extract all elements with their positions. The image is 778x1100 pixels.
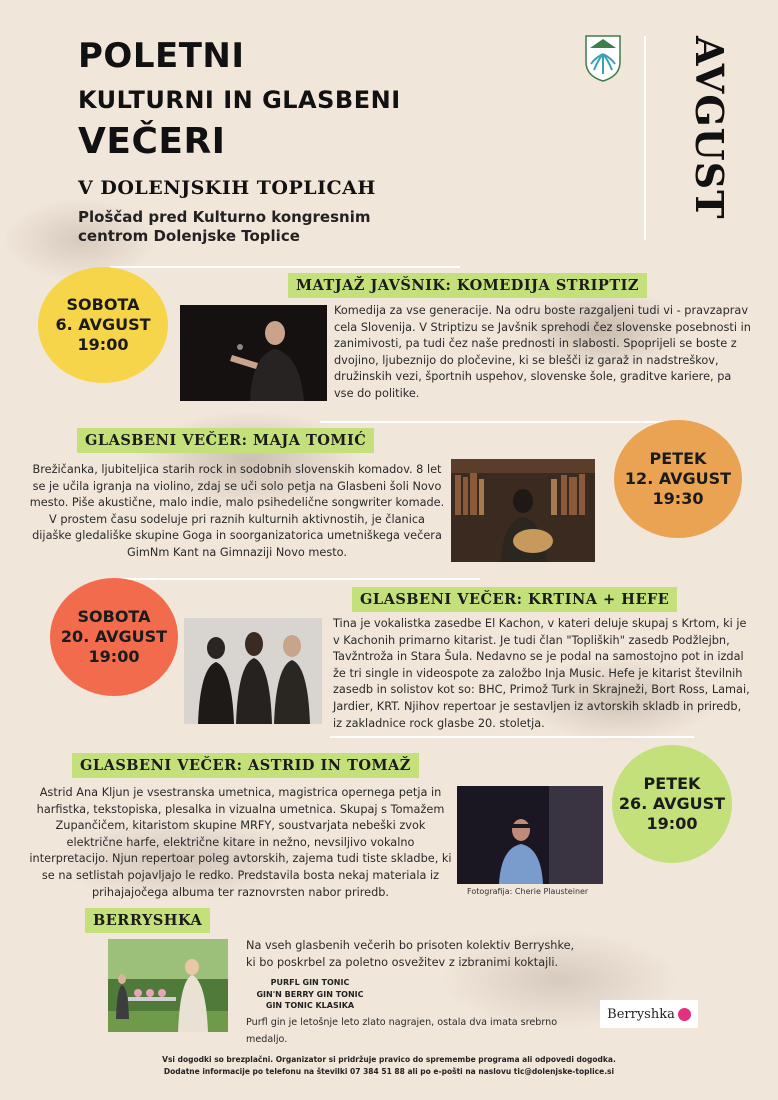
event-desc-4: Astrid Ana Kljun je vsestranska umetnica, magistrica opernega petja in harfistka, tekstopiska, plesalka in vizualna umetnica. Skupaj s Tomažem Zupančičem, kitaristom skupine MRFY, soustvarjata nebeški zvok električne harfe, električne kitare in nežno, nevsiljivo vokalno interpretacijo. Njun repertoar poleg avtorskih, zajema tudi tiste skladbe, ki se na setlistah pojavljajo le redko. Predstavila bosta nekaj materiala iz prihajajočega albuma ter raznovrsten nabor priredb.: [29, 786, 452, 899]
date-date: 20. AVGUST: [60, 627, 168, 646]
berryshka-text: Na vseh glasbenih večerih bo prisoten kolektiv Berryshke, ki bo poskrbel za poletno osvežitev z izbranimi koktajli.: [246, 939, 575, 969]
event-title-1: MATJAŽ JAVŠNIK: KOMEDIJA STRIPTIZ: [288, 273, 647, 298]
divider-2: [320, 421, 690, 423]
berryshka-logo-text: Berryshka: [607, 1006, 675, 1022]
month-vertical: AVGUST: [687, 36, 732, 220]
berryshka-logo: [600, 1000, 698, 1028]
drink-list: [250, 977, 370, 1012]
event-photo-2: [451, 459, 595, 562]
drink-item: GIN TONIC KLASIKA: [265, 1001, 355, 1010]
event-title-3: GLASBENI VEČER: KRTINA + HEFE: [352, 587, 677, 612]
berryshka-photo: [108, 939, 228, 1032]
date-date: 26. AVGUST: [618, 794, 726, 813]
event-photo-3: [184, 618, 322, 724]
drink-item: PURFL GIN TONIC: [270, 978, 350, 987]
date-time: 19:00: [646, 814, 698, 833]
event-title-2: GLASBENI VEČER: MAJA TOMIĆ: [77, 428, 374, 453]
venue-line-1: Ploščad pred Kulturno kongresnim: [78, 208, 371, 226]
municipal-crest-icon: [584, 34, 622, 82]
title-poletni: POLETNI: [78, 36, 245, 76]
footer-line-2: Dodatne informacije po telefonu na številki 07 384 51 88 ali po e-pošti na naslovu tic@dolenjske-toplice.si: [163, 1067, 615, 1076]
divider-3: [108, 578, 480, 580]
event-desc-2: Brežičanka, ljubiteljica starih rock in sodobnih slovenskih komadov. 8 let se je učila igranja na violino, zdaj se uči solo petja na Glasbeni šoli Novo mesto. Piše akustične, malo indie, malo psihedelične songwriter komade. V prostem času sodeluje pri raznih kulturnih aktivnostih, je članica dijaške gledališke skupine Goga in soorganizatorica umetniškega večera GimNm Kant na Gimnaziji Novo mesto.: [29, 463, 445, 559]
divider-1: [110, 266, 460, 268]
date-time: 19:00: [77, 335, 129, 354]
header-divider: [644, 36, 646, 240]
venue-line-2: centrom Dolenjske Toplice: [78, 227, 300, 245]
date-badge-4: [612, 745, 732, 863]
event-desc-1: Komedija za vse generacije. Na odru boste razgaljeni tudi vi - pravzaprav cela Slovenija. V Striptizu se Javšnik sprehodi čez slovenske posebnosti in zanimivosti, pa tudi čez naše prednosti in slabosti. Spoprijeli se boste z dvojino, ljubeznijo do pločevine, ki se blešči iz garaž in nadstreškov, družinskih vezi, športnih uspehov, slovenske šole, graditve kariere, pa vse do politike.: [334, 304, 751, 400]
footer-line-1: Vsi dogodki so brezplačni. Organizator si pridržuje pravico do spremembe programa ali odpovedi dogodka.: [162, 1055, 616, 1064]
award-note: Purfl gin je letošnje leto zlato nagrajen, ostala dva imata srebrno medaljo.: [246, 1017, 558, 1045]
date-time: 19:00: [88, 647, 140, 666]
date-badge-3: [50, 578, 178, 696]
date-date: 12. AVGUST: [624, 469, 732, 488]
date-day: PETEK: [649, 449, 707, 468]
drink-item: GIN'N BERRY GIN TONIC: [256, 989, 364, 999]
title-location: V DOLENJSKIH TOPLICAH: [78, 177, 376, 199]
title-veceri: VEČERI: [78, 121, 226, 162]
divider-4: [330, 736, 694, 738]
date-date: 6. AVGUST: [55, 315, 151, 334]
date-badge-2: [614, 420, 742, 538]
event-title-4: GLASBENI VEČER: ASTRID IN TOMAŽ: [72, 753, 419, 778]
date-day: SOBOTA: [66, 295, 140, 314]
event-desc-3: Tina je vokalistka zasedbe El Kachon, v kateri deluje skupaj s Krtom, ki je v Kachonih primarno kitarist. Je tudi član "Topliških" zasedb Podžlejbn, Tavžntroža in Stara Šula. Nedavno se je podal na samostojno pot in izdal že tri single in videospote za založbo Inja Music. Hefe je kitarist številnih zasedb in solistov kot so: BHC, Primož Turk in Skrajneži, Bort Ross, Lamai, Jardier, KRT. Njihov repertoar je sestavljen iz avtorskih skladb in priredb, iz zakladnice rock glasbe 20. stoletja.: [333, 617, 750, 730]
title-kulturni: KULTURNI IN GLASBENI: [78, 86, 401, 114]
berry-icon: [678, 1008, 691, 1021]
berryshka-title: BERRYSHKA: [85, 908, 210, 933]
event-photo-4: [457, 786, 603, 884]
date-day: SOBOTA: [77, 607, 151, 626]
date-time: 19:30: [652, 489, 704, 508]
date-badge-1: [38, 267, 168, 383]
event-photo-1: [180, 305, 327, 401]
date-day: PETEK: [643, 774, 701, 793]
photo-credit: Fotografija: Cherie Plausteiner: [467, 887, 589, 896]
